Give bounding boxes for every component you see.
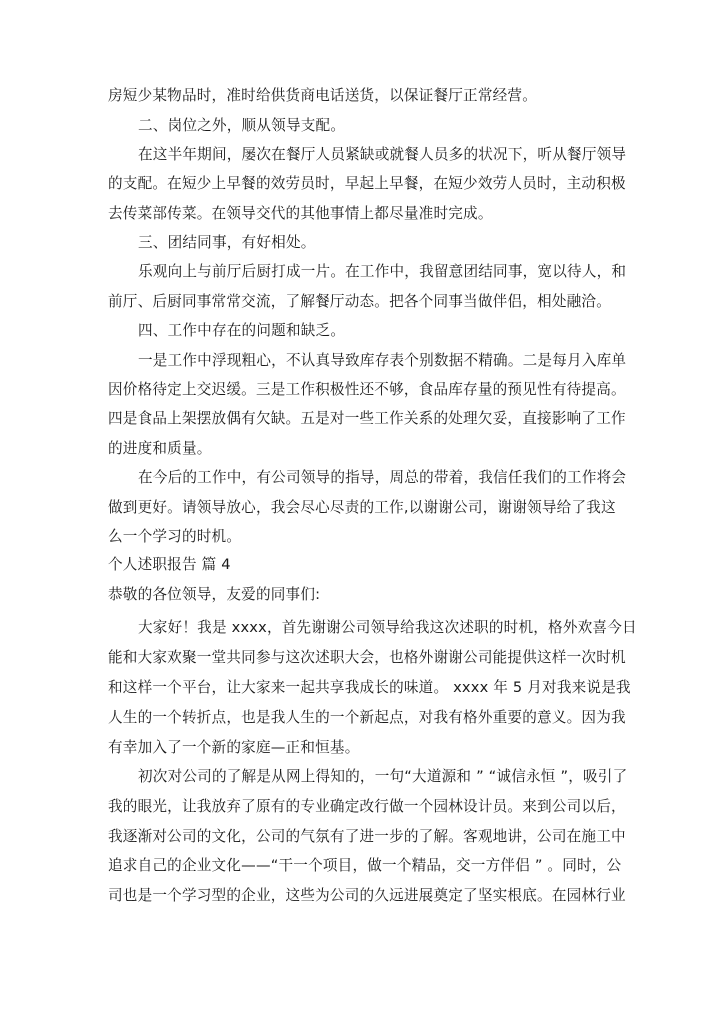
body-line: 我逐渐对公司的文化，公司的气氛有了进一步的了解。客观地讲，公司在施工中 xyxy=(108,828,626,845)
body-line: 我的眼光，让我放弃了原有的专业确定改行做一个园林设计员。来到公司以后， xyxy=(108,798,626,815)
body-line: 初次对公司的了解是从网上得知的，一句“大道源和 ” “诚信永恒 ”，吸引了 xyxy=(138,768,628,785)
body-line: 么一个学习的时机。 xyxy=(108,528,242,545)
body-line: 在今后的工作中，有公司领导的指导，周总的带着，我信任我们的工作将会 xyxy=(138,469,627,486)
body-line: 能和大家欢聚一堂共同参与这次述职大会，也格外谢谢公司能提供这样一次时机 xyxy=(108,649,626,666)
body-line: 司也是一个学习型的企业，这些为公司的久远进展奠定了坚实根底。在园林行业 xyxy=(108,887,626,904)
body-line: 四是食品上架摆放偶有欠缺。五是对一些工作关系的处理欠妥，直接影响了工作 xyxy=(108,410,626,427)
body-line: 一是工作中浮现粗心，不认真导致库存表个别数据不精确。二是每月入库单 xyxy=(138,352,627,369)
section-heading: 四、工作中存在的问题和缺乏。 xyxy=(138,322,346,339)
report-title: 个人述职报告 篇 4 xyxy=(108,556,231,573)
body-line: 的支配。在短少上早餐的效劳员时，早起上早餐，在短少效劳人员时，主动积极 xyxy=(108,175,626,192)
section-heading: 二、岗位之外，顺从领导支配。 xyxy=(138,117,346,134)
body-line: 大家好！我是 xxxx，首先谢谢公司领导给我这次述职的时机，格外欢喜今日 xyxy=(138,619,637,636)
body-line: 前厅、后厨同事常常交流，了解餐厅动态。把各个同事当做伴侣，相处融洽。 xyxy=(108,293,611,310)
body-line: 人生的一个转折点，也是我人生的一个新起点，对我有格外重要的意义。因为我 xyxy=(108,709,626,726)
body-line: 因价格待定上交迟缓。三是工作积极性还不够，食品库存量的预见性有待提高。 xyxy=(108,381,626,398)
body-line: 追求自己的企业文化——“干一个项目，做一个精品，交一方伴侣 ” 。同时，公 xyxy=(108,857,622,874)
body-line: 房短少某物品时，准时给供货商电话送货，以保证餐厅正常经营。 xyxy=(108,87,538,104)
section-heading: 三、团结同事，有好相处。 xyxy=(138,234,316,251)
body-line: 在这半年期间，屡次在餐厅人员紧缺或就餐人员多的状况下，听从餐厅领导 xyxy=(138,146,627,163)
body-line: 和这样一个平台，让大家来一起共享我成长的味道。 xxxx 年 5 月对我来说是我 xyxy=(108,679,631,696)
body-line: 做到更好。请领导放心，我会尽心尽责的工作,以谢谢公司，谢谢领导给了我这 xyxy=(108,499,616,516)
body-line: 的进度和质量。 xyxy=(108,440,212,457)
body-line: 乐观向上与前厅后厨打成一片。在工作中，我留意团结同事，宽以待人，和 xyxy=(138,263,627,280)
body-line: 有幸加入了一个新的家庭—正和恒基。 xyxy=(108,739,360,756)
salutation: 恭敬的各位领导，友爱的同事们: xyxy=(108,586,321,603)
body-line: 去传菜部传菜。在领导交代的其他事情上都尽量准时完成。 xyxy=(108,205,493,222)
